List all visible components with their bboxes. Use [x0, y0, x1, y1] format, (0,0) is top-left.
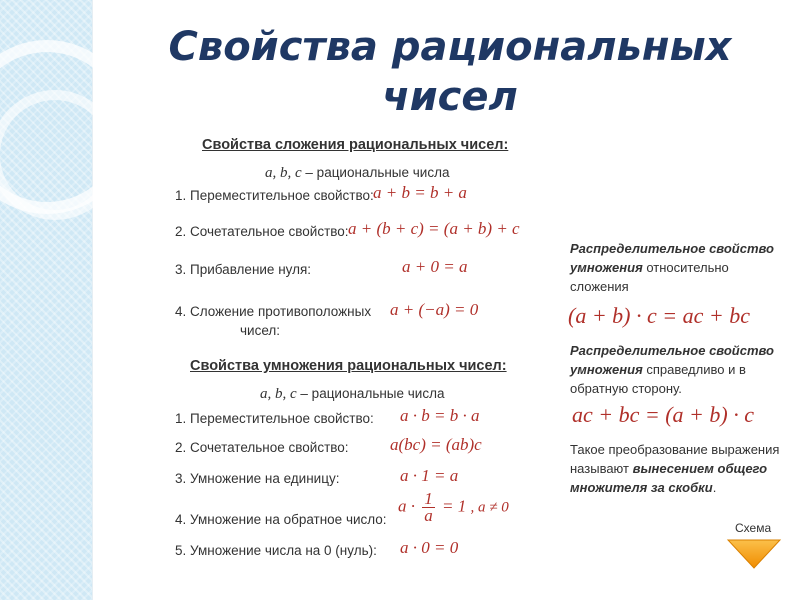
addition-heading: Свойства сложения рациональных чисел:	[202, 137, 509, 153]
addition-row-label: чисел:	[240, 323, 281, 338]
distributive-term: вынесением общего множителя за скобки	[570, 461, 768, 495]
triangle-down-icon	[726, 538, 782, 570]
scheme-label: Схема	[735, 521, 772, 535]
addition-vars: a, b, c	[265, 165, 302, 181]
multiplication-formula: a(bc) = (ab)c	[390, 435, 482, 454]
scheme-button[interactable]	[726, 538, 782, 570]
addition-row-label: 4. Сложение противоположных	[175, 304, 372, 319]
distributive-text-2	[570, 341, 780, 398]
distributive-text-rest: относительно сложения	[570, 260, 729, 294]
multiplication-row-label: 3. Умножение на единицу:	[175, 471, 340, 486]
distributive-term: Распределительное свойство умножения	[570, 241, 774, 275]
distributive-text-3	[570, 440, 780, 497]
distributive-term: Распределительное свойство умножения	[570, 343, 774, 377]
multiplication-vars-line	[260, 386, 444, 403]
formula-part: = 1	[442, 496, 467, 516]
decorative-side-band	[0, 0, 93, 600]
fraction-numerator: 1	[424, 489, 433, 508]
addition-formula: a + b = b + a	[373, 183, 467, 202]
multiplication-formula: a · b = b · a	[400, 406, 480, 425]
distributive-text-rest: справедливо и в обратную сторону.	[570, 362, 746, 396]
formula-part: a ·	[398, 496, 415, 516]
addition-row-label: 1. Переместительное свойство:	[175, 188, 374, 203]
multiplication-vars: a, b, c	[260, 386, 297, 402]
addition-vars-line	[265, 165, 449, 182]
formula-condition: , a ≠ 0	[470, 499, 509, 516]
distributive-text-start: Такое преобразование выражения называют	[570, 442, 780, 476]
distributive-formula-2: ac + bc = (a + b) · c	[572, 402, 754, 427]
multiplication-formula	[398, 491, 509, 524]
multiplication-row-label: 5. Умножение числа на 0 (нуль):	[175, 543, 377, 558]
multiplication-row-label: 4. Умножение на обратное число:	[175, 512, 387, 527]
addition-formula: a + (−a) = 0	[390, 300, 479, 319]
addition-formula: a + (b + c) = (a + b) + c	[348, 219, 520, 238]
multiplication-heading: Свойства умножения рациональных чисел:	[190, 358, 507, 374]
addition-row-label: 2. Сочетательное свойство:	[175, 224, 349, 239]
slide-title: Свойства рациональных чисел	[168, 24, 732, 120]
addition-vars-note: – рациональные числа	[301, 165, 450, 180]
fraction	[422, 491, 435, 524]
multiplication-formula: a · 1 = a	[400, 466, 459, 485]
distributive-formula-1: (a + b) · c = ac + bc	[568, 303, 750, 328]
addition-row-label: 3. Прибавление нуля:	[175, 262, 312, 277]
distributive-text-1	[570, 239, 780, 296]
multiplication-row-label: 1. Переместительное свойство:	[175, 411, 374, 426]
multiplication-formula: a · 0 = 0	[400, 538, 459, 557]
multiplication-row-label: 2. Сочетательное свойство:	[175, 440, 349, 455]
fraction-denominator: a	[424, 506, 433, 525]
multiplication-vars-note: – рациональные числа	[296, 386, 445, 401]
distributive-text-end: .	[712, 480, 717, 495]
slide-content	[100, 125, 790, 595]
addition-formula: a + 0 = a	[402, 257, 468, 276]
